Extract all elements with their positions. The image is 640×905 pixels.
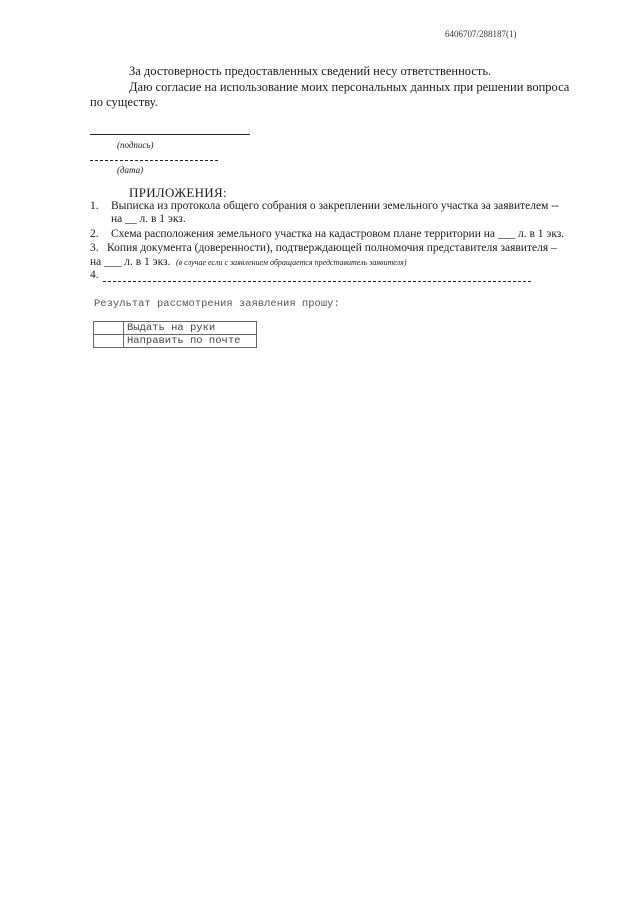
- attachment-2-number: 2.: [90, 228, 99, 240]
- option-checkbox-mail[interactable]: [94, 335, 124, 348]
- attachment-3-pages: на ___ л. в 1 экз.: [90, 256, 171, 268]
- attachment-4-number: 4.: [90, 269, 99, 281]
- option-row-mail[interactable]: [94, 335, 257, 348]
- attachment-1-pages: на __ л. в 1 экз.: [111, 213, 186, 225]
- option-label-mail: Направить по почте: [124, 335, 257, 348]
- attachment-3-number: 3.: [90, 242, 99, 254]
- option-row-handover[interactable]: [94, 322, 257, 335]
- option-checkbox-handover[interactable]: [94, 322, 124, 335]
- attachment-1-text: Выписка из протокола общего собрания о закреплении земельного участка за заявителем --: [111, 200, 559, 212]
- responsibility-statement: За достоверность предоставленных сведений несу ответственность.: [129, 64, 492, 78]
- signature-caption: (подпись): [117, 140, 154, 150]
- attachments-heading: ПРИЛОЖЕНИЯ:: [129, 185, 227, 200]
- delivery-options-table: [93, 321, 257, 348]
- attachment-1-number: 1.: [90, 200, 99, 212]
- consent-statement-line1: Даю согласие на использование моих персональных данных при решении вопроса: [129, 80, 570, 94]
- attachment-4-line[interactable]: [103, 281, 531, 282]
- attachment-3-note: (в случае если с заявлением обращается представитель заявителя): [176, 258, 407, 267]
- consent-statement-line2: по существу.: [90, 95, 158, 109]
- option-label-handover: Выдать на руки: [124, 322, 257, 335]
- document-number: 6406707/288187(1): [445, 29, 517, 39]
- attachment-3-text: Копия документа (доверенности), подтверждающей полномочия представителя заявителя –: [107, 242, 557, 254]
- date-caption: (дата): [117, 165, 144, 175]
- result-label: Результат рассмотрения заявления прошу:: [94, 298, 340, 310]
- signature-line[interactable]: [90, 134, 250, 135]
- attachment-2-text: Схема расположения земельного участка на кадастровом плане территории на ___ л. в 1 экз.: [111, 228, 565, 240]
- date-line[interactable]: [90, 160, 218, 161]
